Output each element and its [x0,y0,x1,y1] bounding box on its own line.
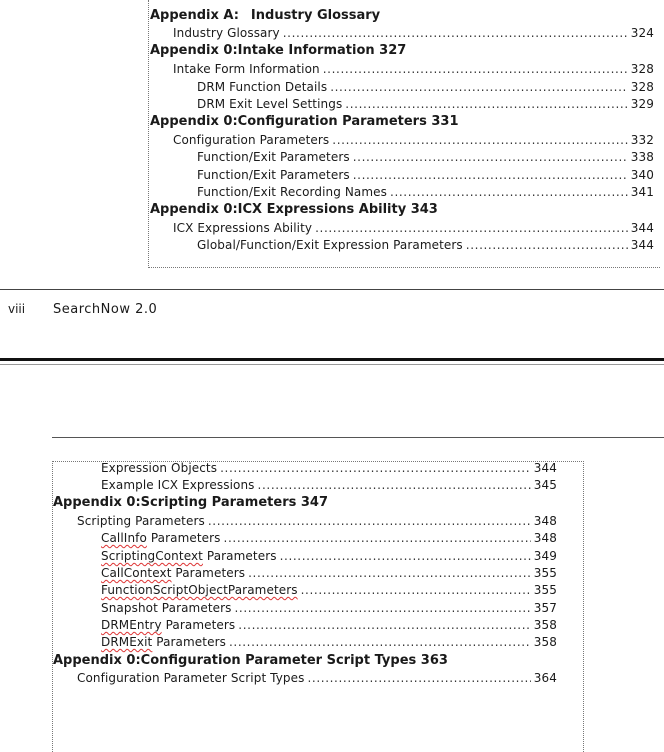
toc-entry[interactable]: Configuration Parameter Script Types . . . 364 [77,670,557,687]
appendix-icx-heading[interactable]: Appendix 0:ICX Expressions Ability 343 [150,202,438,217]
page-break-divider-shadow [0,364,664,365]
toc-entry[interactable]: ScriptingContext Parameters . . . 349 [101,548,557,565]
toc-entry[interactable]: CallInfo Parameters . . . 348 [101,530,557,547]
toc-entry[interactable]: Snapshot Parameters . . . 357 [101,600,557,617]
toc-entry[interactable]: Expression Objects . . . 344 [101,460,557,477]
toc-entry[interactable]: Function/Exit Recording Names . . . 341 [197,184,654,201]
appendix-script-types-heading[interactable]: Appendix 0:Configuration Parameter Script Types 363 [53,653,448,668]
document-page-top [0,0,664,290]
toc-entry[interactable]: Scripting Parameters . . . 348 [77,513,557,530]
footer-page-number: viii [8,302,26,316]
appendix-a-heading[interactable]: Appendix A: Industry Glossary [150,8,381,23]
toc-entry[interactable]: Global/Function/Exit Expression Parameters . . . 344 [197,237,654,254]
toc-entry[interactable]: Function/Exit Parameters . . . 338 [197,149,654,166]
toc-entry[interactable]: Function/Exit Parameters . . . 340 [197,167,654,184]
toc-entry[interactable]: ICX Expressions Ability . . . 344 [173,220,654,237]
toc-entry[interactable]: DRM Exit Level Settings . . . 329 [197,96,654,113]
toc-entry[interactable]: Industry Glossary . . . 324 [173,25,654,42]
header-rule [52,437,664,438]
toc-entry[interactable]: FunctionScriptObjectParameters . . . 355 [101,582,557,599]
toc-entry[interactable]: DRM Function Details . . . 328 [197,79,654,96]
appendix-intake-heading[interactable]: Appendix 0:Intake Information 327 [150,43,407,58]
toc-entry[interactable]: CallContext Parameters . . . 355 [101,565,557,582]
toc-entry[interactable]: Example ICX Expressions . . . 345 [101,477,557,494]
appendix-config-heading[interactable]: Appendix 0:Configuration Parameters 331 [150,114,459,129]
appendix-scripting-heading[interactable]: Appendix 0:Scripting Parameters 347 [53,495,328,510]
toc-entry[interactable]: DRMEntry Parameters . . . 358 [101,617,557,634]
toc-entry[interactable]: DRMExit Parameters . . . 358 [101,634,557,651]
toc-entry[interactable]: Configuration Parameters . . . 332 [173,132,654,149]
footer-product-name: SearchNow 2.0 [53,302,158,317]
page-break-divider [0,358,664,361]
toc-entry[interactable]: Intake Form Information . . . 328 [173,61,654,78]
footer-rule [0,289,664,290]
